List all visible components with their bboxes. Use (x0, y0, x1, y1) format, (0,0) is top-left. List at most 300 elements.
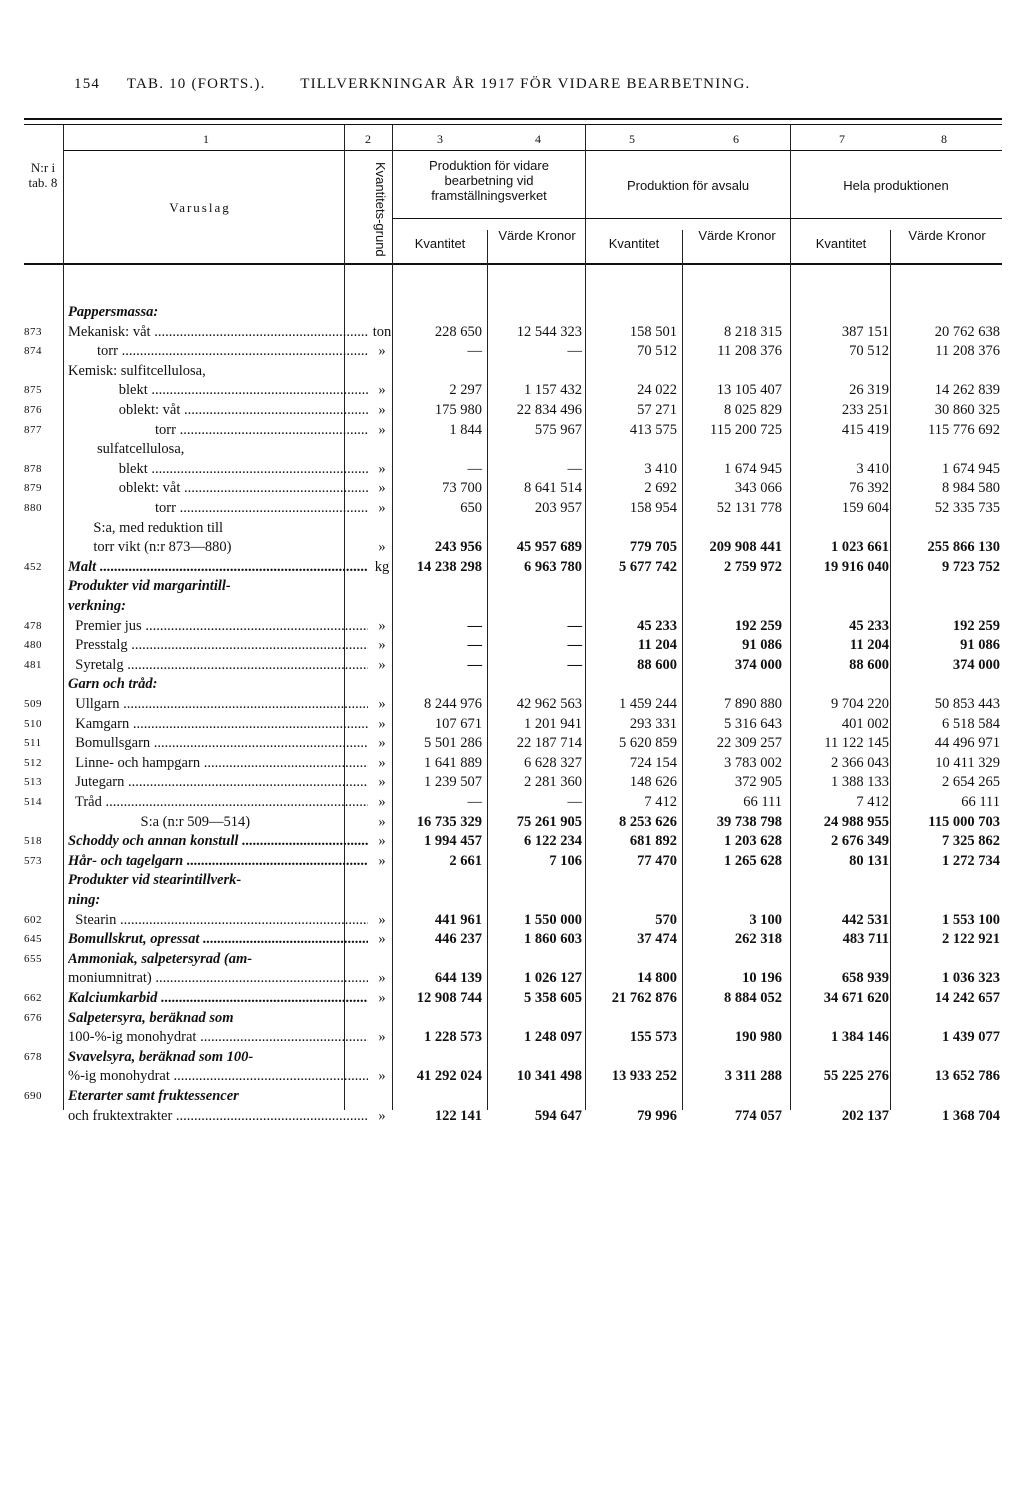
table-row (24, 715, 1002, 734)
cell-varde-vidare: 42 962 563 (516, 696, 582, 712)
cell-kvantitet-hela: 24 988 955 (823, 813, 889, 830)
varde-header-8: Värde Kronor (908, 228, 986, 243)
cell-kvantitet-vidare: 644 139 (434, 970, 482, 987)
cell-varde-hela: 255 866 130 (927, 539, 1000, 556)
cell-kvantitet-avsalu: 570 (655, 911, 677, 928)
row-unit: » (378, 911, 386, 928)
table-row (24, 323, 1002, 342)
cell-kvantitet-avsalu: 79 996 (637, 1107, 677, 1124)
cell-varde-avsalu: 190 980 (734, 1029, 782, 1046)
cell-varde-vidare: 10 341 498 (516, 1068, 582, 1085)
cell-varde-avsalu: 8 025 829 (724, 402, 782, 418)
row-label: Malt ..... (68, 558, 368, 577)
group1-header: Produktion för vidare bearbetning vid framställningsverket (429, 158, 549, 203)
table-row (24, 499, 1002, 518)
cell-kvantitet-avsalu: 8 253 626 (619, 813, 677, 830)
cell-varde-avsalu: 91 086 (742, 637, 782, 654)
cell-kvantitet-avsalu: 148 626 (629, 774, 677, 791)
kvantitet-header-7: Kvantitet (815, 236, 867, 251)
row-label: blekt ..... (68, 460, 368, 479)
cell-kvantitet-avsalu: 45 233 (637, 617, 677, 634)
row-label: moniumnitrat) ..... (68, 969, 368, 988)
cell-varde-hela: 13 652 786 (934, 1068, 1000, 1085)
row-unit: ton (372, 323, 392, 340)
cell-kvantitet-avsalu: 2 692 (644, 480, 677, 497)
cell-kvantitet-hela: 387 151 (841, 323, 889, 340)
cell-varde-vidare: 594 647 (534, 1107, 582, 1124)
cell-kvantitet-hela: 442 531 (841, 911, 889, 928)
cell-varde-hela: 115 000 703 (928, 813, 1000, 830)
cell-kvantitet-hela: 3 410 (856, 460, 889, 477)
cell-varde-avsalu: 11 208 376 (717, 343, 782, 360)
row-number: 518 (24, 835, 42, 848)
table-row (24, 911, 1002, 930)
table-row (24, 989, 1002, 1008)
cell-kvantitet-vidare: 14 238 298 (416, 558, 482, 575)
cell-kvantitet-hela: 11 204 (849, 637, 889, 654)
table-row (24, 479, 1002, 498)
cell-varde-hela: 14 242 657 (934, 990, 1000, 1006)
cell-kvantitet-vidare: 243 956 (434, 539, 482, 556)
cell-varde-hela: 14 262 839 (934, 382, 1000, 399)
cell-kvantitet-hela: 2 676 349 (831, 833, 889, 850)
cell-kvantitet-vidare: 73 700 (442, 480, 482, 497)
cell-kvantitet-hela: 233 251 (841, 402, 889, 418)
cell-varde-hela: 374 000 (952, 656, 1000, 673)
row-label: Produkter vid margarintill- (68, 578, 231, 595)
cell-kvantitet-avsalu: 14 800 (637, 970, 677, 987)
cell-varde-avsalu: 52 131 778 (716, 500, 782, 516)
row-label: Syretalg ..... (68, 656, 368, 675)
row-number: 676 (24, 1011, 42, 1024)
row-label: Schoddy och annan konstull ..... (68, 832, 368, 851)
cell-varde-hela: 91 086 (960, 637, 1000, 654)
cell-varde-avsalu: 10 196 (742, 970, 782, 987)
cell-kvantitet-avsalu: 5 620 859 (619, 735, 677, 752)
cell-varde-vidare: 6 122 234 (524, 833, 582, 850)
cell-kvantitet-avsalu: 7 412 (644, 794, 677, 810)
row-number: 480 (24, 639, 42, 652)
row-unit: » (378, 754, 386, 771)
page-header (74, 76, 764, 93)
table-row (24, 538, 1002, 557)
row-number: 875 (24, 384, 42, 397)
row-number: 874 (24, 345, 42, 358)
col-num-2: 2 (365, 132, 371, 146)
varde-header-4: Värde Kronor (498, 228, 576, 243)
cell-varde-vidare: — (567, 617, 582, 634)
cell-kvantitet-vidare: 8 244 976 (424, 696, 482, 712)
cell-varde-avsalu: 262 318 (734, 931, 782, 948)
row-number: 655 (24, 952, 42, 965)
row-unit: » (378, 774, 386, 791)
col-num-4: 4 (535, 132, 541, 146)
cell-kvantitet-vidare: 228 650 (434, 323, 482, 340)
table-row (24, 969, 1002, 988)
table-row (24, 1107, 1002, 1126)
cell-varde-hela: 7 325 862 (942, 833, 1000, 850)
cell-kvantitet-vidare: 1 844 (449, 421, 482, 438)
row-label: blekt ..... (68, 381, 368, 400)
cell-varde-hela: 9 723 752 (942, 558, 1000, 575)
table-row (24, 675, 1002, 694)
row-label: torr vikt (n:r 873—880) (68, 539, 232, 556)
row-unit: » (378, 990, 386, 1006)
row-label: S:a (n:r 509—514) (68, 813, 251, 830)
cell-varde-hela: 2 122 921 (942, 931, 1000, 948)
col-num-1: 1 (203, 132, 209, 146)
col-num-6: 6 (733, 132, 739, 146)
cell-kvantitet-avsalu: 11 204 (637, 637, 677, 654)
cell-varde-vidare: — (567, 343, 582, 360)
row-label: Ullgarn ..... (68, 695, 368, 714)
cell-kvantitet-avsalu: 13 933 252 (611, 1068, 677, 1085)
row-label: Eterarter samt fruktessencer (68, 1088, 239, 1104)
cell-varde-avsalu: 115 200 725 (710, 421, 782, 438)
table-row (24, 558, 1002, 577)
table-row (24, 793, 1002, 812)
table-row (24, 362, 1002, 381)
table-row (24, 734, 1002, 753)
row-number: 690 (24, 1090, 42, 1102)
group2-header: Produktion för avsalu (626, 178, 750, 193)
table-row (24, 852, 1002, 871)
row-label: Garn och tråd: (68, 676, 158, 693)
table-row (24, 813, 1002, 832)
cell-kvantitet-vidare: 122 141 (434, 1107, 482, 1124)
cell-kvantitet-hela: 80 131 (849, 852, 889, 869)
cell-kvantitet-avsalu: 70 512 (637, 343, 677, 360)
cell-varde-hela: 50 853 443 (934, 696, 1000, 712)
row-unit: » (378, 970, 386, 987)
row-label: Kemisk: sulfitcellulosa, (68, 362, 206, 379)
cell-kvantitet-avsalu: 293 331 (629, 715, 677, 732)
cell-varde-hela: 1 036 323 (942, 970, 1000, 987)
row-label: Salpetersyra, beräknad som (68, 1009, 234, 1026)
row-unit: » (378, 833, 386, 850)
cell-varde-hela: 10 411 329 (935, 754, 1000, 771)
row-number: 662 (24, 992, 42, 1004)
cell-varde-hela: 52 335 735 (934, 500, 1000, 516)
table-row (24, 519, 1002, 538)
cell-kvantitet-avsalu: 158 954 (629, 500, 677, 516)
cell-varde-avsalu: 192 259 (734, 617, 782, 634)
cell-varde-avsalu: 13 105 407 (716, 382, 782, 399)
cell-kvantitet-vidare: — (467, 617, 482, 634)
row-label: Produkter vid stearintillverk- (68, 872, 242, 889)
cell-varde-vidare: 1 550 000 (524, 911, 582, 928)
cell-kvantitet-vidare: 12 908 744 (416, 990, 482, 1006)
kvantitetsgrund-header: Kvantitets-grund (373, 162, 388, 257)
row-label: torr ..... (68, 342, 368, 361)
cell-kvantitet-hela: 1 388 133 (831, 774, 889, 791)
cell-varde-hela: 192 259 (952, 617, 1000, 634)
cell-kvantitet-vidare: 107 671 (434, 715, 482, 732)
cell-kvantitet-hela: 76 392 (849, 480, 889, 497)
cell-kvantitet-avsalu: 5 677 742 (619, 558, 677, 575)
row-number: 478 (24, 619, 42, 632)
cell-varde-vidare: 75 261 905 (516, 813, 582, 830)
row-label: S:a, med reduktion till (68, 519, 224, 536)
table-row (24, 930, 1002, 949)
row-label: Premier jus ..... (68, 617, 368, 636)
cell-kvantitet-avsalu: 77 470 (637, 852, 677, 869)
cell-varde-avsalu: 39 738 798 (716, 813, 782, 830)
cell-kvantitet-avsalu: 158 501 (629, 323, 677, 340)
row-label: 100-%-ig monohydrat ..... (68, 1028, 368, 1047)
row-unit: » (378, 852, 386, 869)
row-label: torr ..... (68, 499, 368, 518)
cell-varde-vidare: 45 957 689 (516, 539, 582, 556)
row-label: Pappersmassa: (68, 304, 159, 320)
row-number: 602 (24, 913, 42, 926)
cell-kvantitet-vidare: 441 961 (434, 911, 482, 928)
row-label: ning: (68, 892, 101, 908)
table-row (24, 1087, 1002, 1106)
cell-kvantitet-hela: 34 671 620 (823, 990, 889, 1006)
cell-varde-hela: 1 272 734 (942, 852, 1000, 869)
table-row (24, 617, 1002, 636)
table-row (24, 891, 1002, 910)
cell-varde-hela: 1 368 704 (942, 1107, 1000, 1124)
row-label: Ammoniak, salpetersyrad (am- (68, 950, 253, 967)
cell-kvantitet-vidare: — (467, 637, 482, 654)
col-num-8: 8 (941, 132, 947, 146)
cell-varde-hela: 2 654 265 (942, 774, 1000, 791)
row-unit: » (378, 813, 386, 830)
cell-kvantitet-hela: 9 704 220 (831, 696, 889, 712)
row-unit: » (378, 656, 386, 673)
cell-varde-vidare: 12 544 323 (516, 323, 582, 340)
row-unit: » (378, 715, 386, 732)
table-row (24, 1028, 1002, 1047)
row-label: Stearin ..... (68, 911, 368, 930)
row-label: verkning: (68, 598, 126, 614)
table-row (24, 695, 1002, 714)
top-rule-thin (24, 124, 1002, 125)
cell-varde-vidare: — (567, 656, 582, 673)
cell-kvantitet-avsalu: 3 410 (644, 460, 677, 477)
table-row (24, 440, 1002, 459)
varuslag-header: Varuslag (169, 200, 231, 215)
row-unit: » (378, 500, 386, 516)
cell-varde-vidare: 2 281 360 (524, 774, 582, 791)
cell-kvantitet-hela: 1 384 146 (831, 1029, 889, 1046)
row-label: Kamgarn ..... (68, 715, 368, 734)
row-number: 877 (24, 423, 42, 436)
cell-kvantitet-avsalu: 37 474 (637, 931, 677, 948)
table-row (24, 871, 1002, 890)
cell-kvantitet-hela: 159 604 (841, 500, 889, 516)
cell-kvantitet-vidare: 5 501 286 (424, 735, 482, 752)
row-number: 878 (24, 462, 42, 475)
cell-kvantitet-vidare: 650 (460, 500, 482, 516)
row-number: 573 (24, 854, 42, 867)
page-title: TILLVERKNINGAR ÅR 1917 FÖR VIDARE BEARBETNING. (300, 76, 751, 92)
cell-varde-vidare: 8 641 514 (524, 480, 582, 497)
table-row (24, 832, 1002, 851)
cell-kvantitet-avsalu: 779 705 (629, 539, 677, 556)
cell-kvantitet-vidare: 1 994 457 (424, 833, 482, 850)
table-reference: TAB. 10 (FORTS.). (126, 76, 266, 92)
cell-varde-avsalu: 22 309 257 (716, 735, 782, 752)
table-row (24, 1009, 1002, 1028)
cell-varde-avsalu: 3 783 002 (724, 754, 782, 771)
cell-varde-avsalu: 209 908 441 (709, 539, 782, 556)
cell-kvantitet-vidare: 446 237 (434, 931, 482, 948)
cell-varde-hela: 115 776 692 (928, 421, 1000, 438)
row-unit: » (378, 382, 386, 399)
row-number: 873 (24, 325, 42, 338)
cell-varde-vidare: — (567, 637, 582, 654)
row-number: 879 (24, 482, 42, 495)
row-label: och fruktextrakter ..... (68, 1107, 368, 1126)
row-label: sulfatcellulosa, (68, 441, 185, 458)
row-unit: » (378, 931, 386, 948)
cell-kvantitet-hela: 658 939 (841, 970, 889, 987)
cell-kvantitet-vidare: — (467, 656, 482, 673)
table-row (24, 950, 1002, 969)
cell-kvantitet-hela: 1 023 661 (831, 539, 889, 556)
cell-varde-vidare: 1 157 432 (524, 382, 582, 399)
row-unit: » (378, 1068, 386, 1085)
row-label: torr ..... (68, 421, 368, 440)
cell-varde-hela: 20 762 638 (934, 323, 1000, 340)
cell-kvantitet-vidare: 1 641 889 (424, 754, 482, 771)
row-unit: kg (374, 558, 390, 575)
row-unit: » (378, 460, 386, 477)
cell-varde-vidare: 1 860 603 (524, 931, 582, 948)
cell-varde-avsalu: 343 066 (734, 480, 782, 497)
cell-kvantitet-hela: 7 412 (856, 794, 889, 810)
cell-varde-vidare: 1 248 097 (524, 1029, 582, 1046)
row-number: 511 (24, 737, 42, 750)
cell-kvantitet-avsalu: 413 575 (629, 421, 677, 438)
header-bottom-rule (24, 263, 1002, 265)
table-row (24, 381, 1002, 400)
cell-varde-hela: 8 984 580 (942, 480, 1000, 497)
row-unit: » (378, 402, 386, 418)
table-row (24, 421, 1002, 440)
cell-varde-avsalu: 2 759 972 (724, 558, 782, 575)
row-number: 512 (24, 756, 42, 769)
cell-kvantitet-vidare: 2 297 (449, 382, 482, 399)
cell-varde-avsalu: 66 111 (743, 794, 782, 810)
table-row (24, 401, 1002, 420)
cell-kvantitet-hela: 415 419 (841, 421, 889, 438)
cell-kvantitet-hela: 26 319 (849, 382, 889, 399)
row-label: oblekt: våt ..... (68, 401, 368, 420)
cell-varde-hela: 11 208 376 (935, 343, 1000, 360)
table-row (24, 636, 1002, 655)
cell-varde-avsalu: 3 311 288 (724, 1068, 782, 1085)
row-unit: » (378, 794, 386, 810)
row-number: 510 (24, 717, 42, 730)
cell-kvantitet-hela: 45 233 (849, 617, 889, 634)
cell-varde-hela: 66 111 (961, 794, 1000, 810)
cell-varde-vidare: 1 026 127 (524, 970, 582, 987)
cell-varde-vidare: 575 967 (534, 421, 582, 438)
row-label: Jutegarn ..... (68, 773, 368, 792)
table-row (24, 1048, 1002, 1067)
table-row (24, 773, 1002, 792)
cell-varde-avsalu: 774 057 (734, 1107, 782, 1124)
kvantitet-header-3: Kvantitet (414, 236, 466, 251)
cell-varde-vidare: 6 963 780 (524, 558, 582, 575)
varde-header-6: Värde Kronor (698, 228, 776, 243)
row-label: Hår- och tagelgarn ..... (68, 852, 368, 871)
cell-kvantitet-avsalu: 57 271 (637, 402, 677, 418)
cell-kvantitet-vidare: — (467, 460, 482, 477)
cell-kvantitet-vidare: 2 661 (449, 852, 482, 869)
cell-kvantitet-avsalu: 24 022 (637, 382, 677, 399)
kvantitet-header-5: Kvantitet (608, 236, 660, 251)
row-unit: » (378, 735, 386, 752)
page-number: 154 (74, 76, 101, 92)
row-number: 880 (24, 502, 42, 514)
row-number: 514 (24, 796, 42, 808)
cell-varde-vidare: 5 358 605 (524, 990, 582, 1006)
cell-kvantitet-avsalu: 21 762 876 (611, 990, 677, 1006)
cell-varde-vidare: 1 201 941 (524, 715, 582, 732)
cell-kvantitet-vidare: — (467, 794, 482, 810)
cell-varde-hela: 1 674 945 (942, 460, 1000, 477)
cell-kvantitet-avsalu: 681 892 (629, 833, 677, 850)
cell-kvantitet-hela: 55 225 276 (823, 1068, 889, 1085)
table-row (24, 1067, 1002, 1086)
cell-kvantitet-vidare: 41 292 024 (416, 1068, 482, 1085)
cell-varde-hela: 30 860 325 (934, 402, 1000, 418)
cell-varde-vidare: — (567, 460, 582, 477)
cell-varde-avsalu: 5 316 643 (724, 715, 782, 732)
cell-varde-avsalu: 8 884 052 (724, 990, 782, 1006)
table-row (24, 460, 1002, 479)
row-label: Bomullskrut, opressat ..... (68, 930, 368, 949)
row-label: Mekanisk: våt ..... (68, 323, 368, 342)
table-row (24, 597, 1002, 616)
row-label: Linne- och hampgarn ..... (68, 754, 368, 773)
row-number: 481 (24, 658, 42, 671)
row-unit: » (378, 617, 386, 634)
row-number: 876 (24, 404, 42, 416)
row-unit: » (378, 1029, 386, 1046)
cell-kvantitet-hela: 202 137 (841, 1107, 889, 1124)
cell-varde-avsalu: 1 674 945 (724, 460, 782, 477)
table-row (24, 577, 1002, 596)
cell-varde-avsalu: 1 265 628 (724, 852, 782, 869)
cell-kvantitet-avsalu: 724 154 (629, 754, 677, 771)
subheader-rule (392, 218, 1002, 219)
cell-varde-vidare: 6 628 327 (524, 754, 582, 771)
row-unit: » (378, 480, 386, 497)
row-number: 452 (24, 560, 42, 573)
cell-varde-avsalu: 7 890 880 (724, 696, 782, 712)
row-number: 513 (24, 776, 42, 789)
cell-varde-hela: 44 496 971 (934, 735, 1000, 752)
table-row (24, 303, 1002, 322)
cell-varde-vidare: — (567, 794, 582, 810)
row-unit: » (378, 637, 386, 654)
row-unit: » (378, 1107, 386, 1124)
row-unit: » (378, 539, 386, 556)
column-number-rule (64, 150, 1002, 151)
group3-header: Hela produktionen (843, 178, 949, 193)
cell-kvantitet-hela: 401 002 (841, 715, 889, 732)
cell-kvantitet-vidare: 1 239 507 (424, 774, 482, 791)
cell-kvantitet-avsalu: 88 600 (637, 656, 677, 673)
row-label: oblekt: våt ..... (68, 479, 368, 498)
row-label: Tråd ..... (68, 793, 368, 812)
